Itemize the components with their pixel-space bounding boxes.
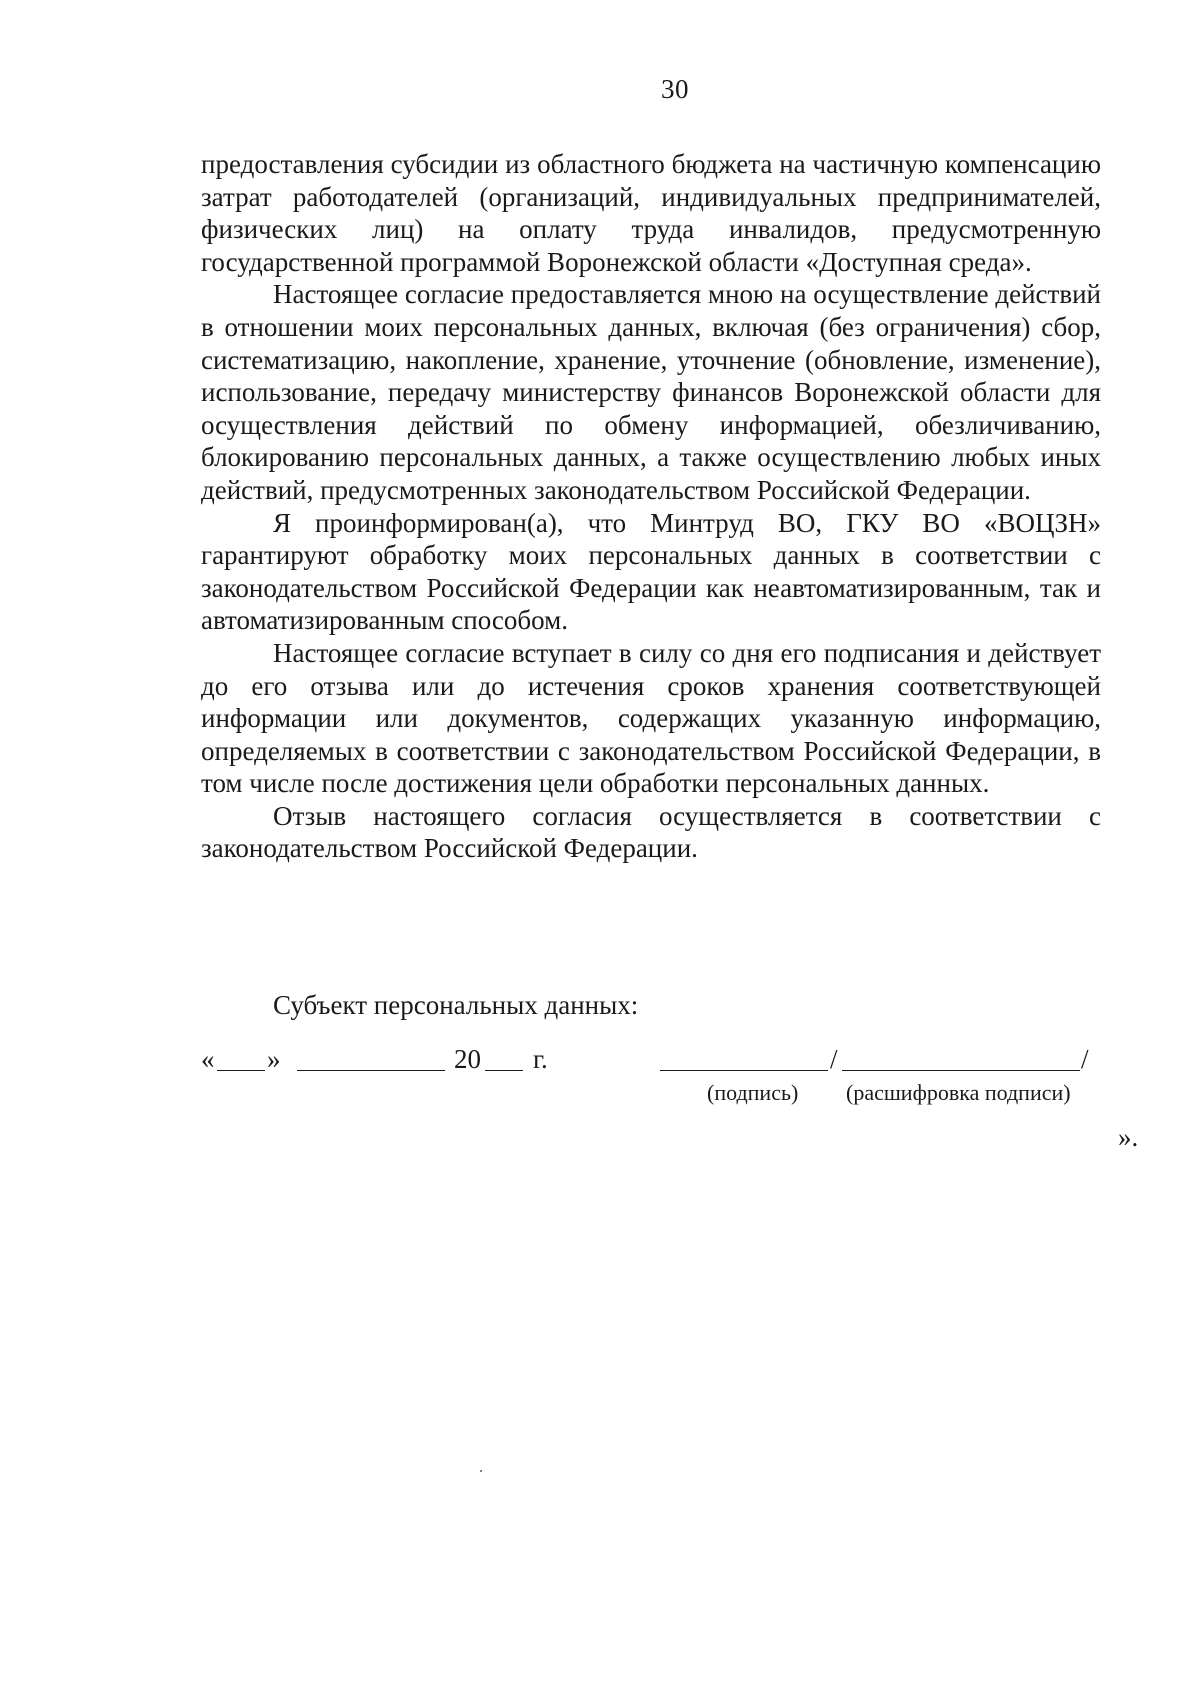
signature-end-separator: / xyxy=(1081,1044,1089,1074)
date-close-quote: » xyxy=(267,1044,281,1074)
paragraph-withdrawal: Отзыв настоящего согласия осуществляется в соответствии с законодательством Российской Федерации. xyxy=(201,800,1101,864)
signature-separator: / xyxy=(830,1044,838,1074)
subject-label: Субъект персональных данных: xyxy=(273,990,639,1020)
document-body xyxy=(201,148,1101,865)
day-blank xyxy=(217,1044,265,1078)
year-blank xyxy=(485,1044,523,1078)
paragraph-informed: Я проинформирован(а), что Минтруд ВО, ГКУ ВО «ВОЦЗН» гарантируют обработку моих персональных данных в соответствии с законодательством Российской Федерации как неавтоматизированным, так и автоматизированным способом. xyxy=(201,507,1101,636)
date-open-quote: « xyxy=(201,1044,215,1074)
signature-blank xyxy=(660,1044,828,1078)
signature-date-row xyxy=(201,1044,1101,1084)
scan-speck xyxy=(480,1470,482,1472)
paragraph-validity: Настоящее согласие вступает в силу со дня его подписания и действует до его отзыва или до истечения сроков хранения соответствующей информации или документов, содержащих указанную информацию, определяемых в соответствии с законодательством Российской Федерации, в том числе после достижения цели обработки персональных данных. xyxy=(201,637,1101,799)
signature-caption: (подпись) xyxy=(707,1080,799,1105)
closing-quote: ». xyxy=(1118,1122,1139,1152)
paragraph-continuation: предоставления субсидии из областного бюджета на частичную компенсацию затрат работодателей (организаций, индивидуальных предпринимателей, физических лиц) на оплату труда инвалидов, предусмотренную государственной программой Воронежской области «Доступная среда». xyxy=(201,149,1101,277)
page-number: 30 xyxy=(661,74,689,104)
month-blank xyxy=(297,1044,445,1078)
year-suffix: г. xyxy=(533,1044,548,1074)
signature-captions xyxy=(0,1080,1200,1110)
decoding-caption: (расшифровка подписи) xyxy=(846,1080,1071,1105)
paragraph-consent-scope: Настоящее согласие предоставляется мною на осуществление действий в отношении моих персональных данных, включая (без ограничения) сбор, систематизацию, накопление, хранение, уточнение (обновление, изменение), использование, передачу министерству финансов Воронежской области для осуществления действий по обмену информацией, обезличиванию, блокированию персональных данных, а также осуществлению любых иных действий, предусмотренных законодательством Российской Федерации. xyxy=(201,279,1101,505)
year-prefix: 20 xyxy=(454,1044,481,1074)
decoding-blank xyxy=(842,1044,1080,1078)
